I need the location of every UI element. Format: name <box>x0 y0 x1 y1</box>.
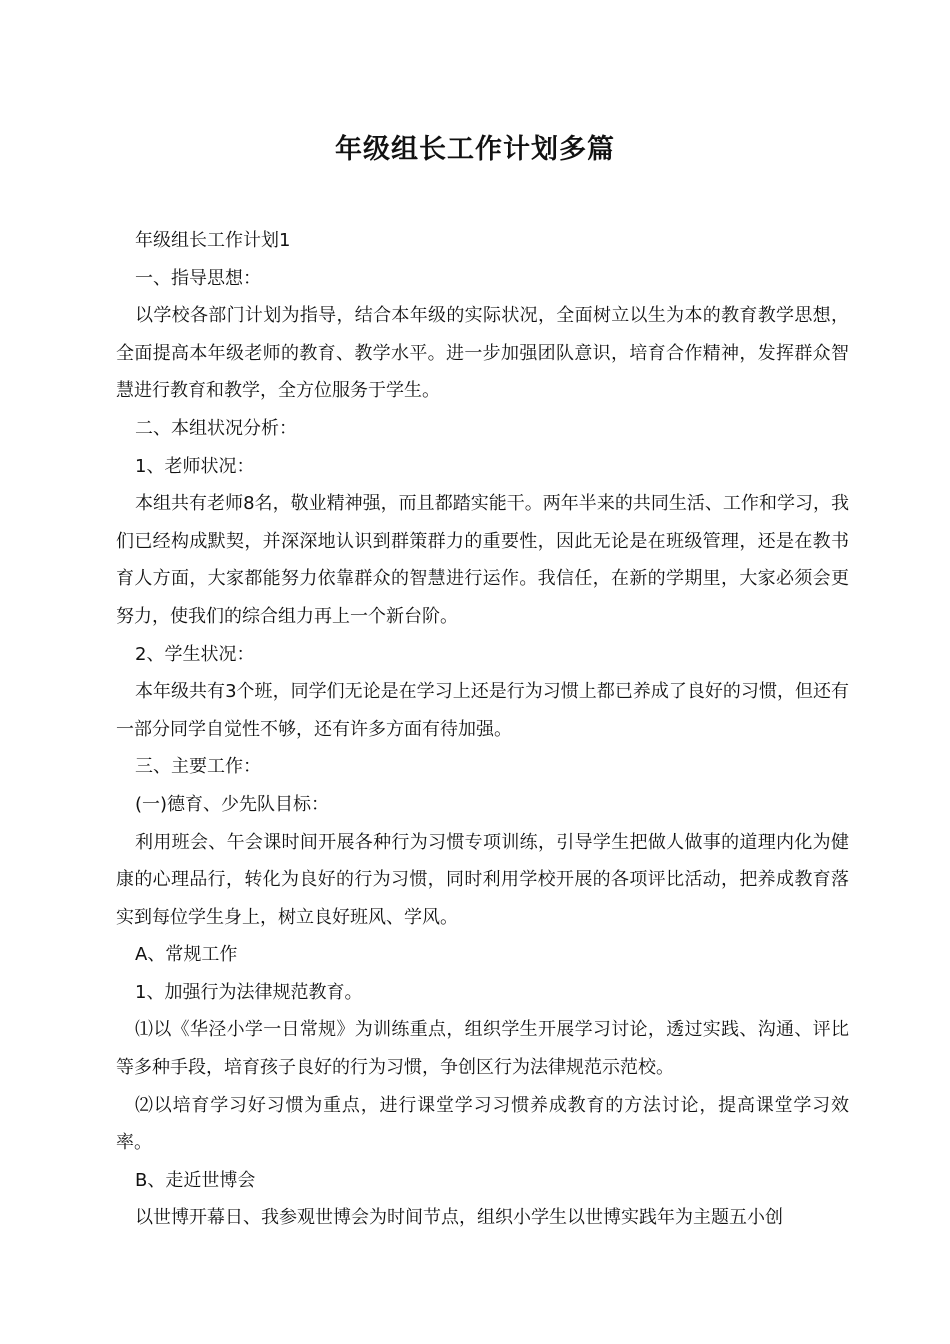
document-title: 年级组长工作计划多篇 <box>335 134 615 165</box>
paragraph-teacher-status-heading: 1、老师状况： <box>135 455 255 477</box>
paragraph-student-status-heading: 2、学生状况： <box>135 643 255 665</box>
paragraph-plan-1-heading: 年级组长工作计划1 <box>135 230 291 251</box>
paragraph-study-habits: ⑵以培育学习好习惯为重点，进行课堂学习习惯养成教育的方法讨论，提高课堂学习效率。 <box>116 1094 849 1154</box>
paragraph-section-3-heading: 三、主要工作： <box>135 756 261 778</box>
paragraph-teacher-status: 本组共有老师8名，敬业精神强，而且都踏实能干。两年半来的共同生活、工作和学习，我们已经构成默契，并深深地认识到群策群力的重要性，因此无论是在班级管理，还是在教书育人方面，大家都能努力依靠群众的智慧进行运作。我信任，在新的学期里，大家必须会更努力，使我们的综合组力再上一个新台阶。 <box>116 493 849 627</box>
paragraph-routine-work-heading: A、常规工作 <box>135 944 238 966</box>
paragraph-expo: 以世博开幕日、我参观世博会为时间节点，组织小学生以世博实践年为主题五小创 <box>135 1207 783 1229</box>
paragraph-moral-goals: 利用班会、午会课时间开展各种行为习惯专项训练，引导学生把做人做事的道理内化为健康的心理品行，转化为良好的行为习惯，同时利用学校开展的各项评比活动，把养成教育落实到每位学生身上，树立良好班风、学风。 <box>116 831 849 928</box>
paragraph-student-status: 本年级共有3个班，同学们无论是在学习上还是行为习惯上都已养成了良好的习惯，但还有一部分同学自觉性不够，还有许多方面有待加强。 <box>116 681 849 740</box>
paragraph-section-2-heading: 二、本组状况分析： <box>135 417 297 439</box>
paragraph-daily-rules: ⑴以《华泾小学一日常规》为训练重点，组织学生开展学习讨论，透过实践、沟通、评比等多种手段，培育孩子良好的行为习惯，争创区行为法律规范示范校。 <box>116 1019 849 1079</box>
paragraph-expo-heading: B、走近世博会 <box>135 1169 256 1191</box>
paragraph-rules-education-heading: 1、加强行为法律规范教育。 <box>135 981 363 1003</box>
paragraph-moral-goals-heading: (一)德育、少先队目标： <box>135 793 330 815</box>
paragraph-guiding-thought: 以学校各部门计划为指导，结合本年级的实际状况，全面树立以生为本的教育教学思想，全面提高本年级老师的教育、教学水平。进一步加强团队意识，培育合作精神，发挥群众智慧进行教育和教学，全方位服务于学生。 <box>116 305 849 402</box>
paragraph-section-1-heading: 一、指导思想： <box>135 267 261 289</box>
document-body <box>116 222 849 1237</box>
